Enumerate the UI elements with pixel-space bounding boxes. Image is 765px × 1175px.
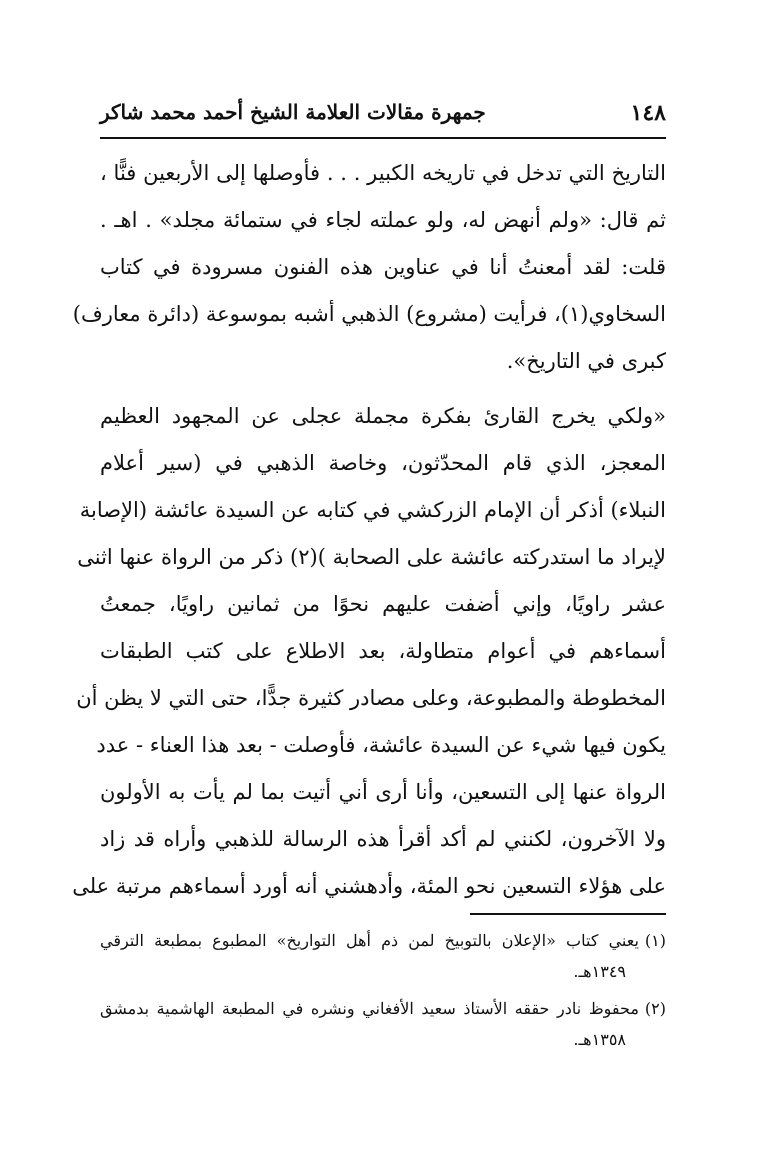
text-line: ثم قال: «ولم أنهض له، ولو عملته لجاء في ستمائة مجلد» . اهـ . bbox=[100, 208, 666, 232]
text-line: المخطوطة والمطبوعة، وعلى مصادر كثيرة جدًّا، حتى التي لا يظن أن bbox=[76, 686, 666, 710]
text-line: السخاوي(١)، فرأيت (مشروع) الذهبي أشبه بموسوعة (دائرة معارف) bbox=[72, 302, 666, 326]
footnote-2 bbox=[100, 993, 666, 1055]
text-line: لإيراد ما استدركته عائشة على الصحابة )(٢) ذكر من الرواة عنها اثنى bbox=[77, 545, 666, 569]
footnote-line bbox=[100, 993, 666, 1024]
header-divider bbox=[100, 137, 666, 139]
main-text bbox=[72, 150, 666, 910]
footnote-text: يعني كتاب «الإعلان بالتوبيخ لمن ذم أهل التواريخ» المطبوع بمطبعة الترقي bbox=[100, 931, 639, 950]
footnote-line: ١٣٥٨هـ. bbox=[573, 1030, 626, 1049]
footnotes bbox=[100, 925, 666, 1061]
text-line: التاريخ التي تدخل في تاريخه الكبير . . . فأوصلها إلى الأربعين فنًّا ، bbox=[100, 161, 666, 185]
text-line: قلت: لقد أمعنتُ أنا في عناوين هذه الفنون مسرودة في كتاب bbox=[100, 255, 666, 279]
footnote-1 bbox=[100, 925, 666, 987]
footnote-text: محفوظ نادر حققه الأستاذ سعيد الأفغاني ونشره في المطبعة الهاشمية بدمشق bbox=[100, 999, 639, 1018]
footnote-divider bbox=[470, 913, 666, 915]
paragraph-2 bbox=[72, 393, 666, 910]
paragraph-1 bbox=[72, 150, 666, 385]
text-line: النبلاء) أذكر أن الإمام الزركشي في كتابه عن السيدة عائشة (الإصابة bbox=[79, 498, 666, 522]
page-number: ١٤٨ bbox=[630, 100, 666, 126]
running-title: جمهرة مقالات العلامة الشيخ أحمد محمد شاكر bbox=[100, 100, 486, 124]
text-line: الرواة عنها إلى التسعين، وأنا أرى أني أتيت بما لم يأت به الأولون bbox=[100, 780, 666, 804]
footnote-mark: (١) bbox=[644, 931, 666, 950]
page-header bbox=[100, 96, 666, 132]
footnote-mark: (٢) bbox=[644, 999, 666, 1018]
footnote-line: ١٣٤٩هـ. bbox=[573, 962, 626, 981]
text-line: على هؤلاء التسعين نحو المئة، وأدهشني أنه أورد أسماءهم مرتبة على bbox=[72, 874, 666, 898]
footnote-line bbox=[100, 925, 666, 956]
text-line: يكون فيها شيء عن السيدة عائشة، فأوصلت - بعد هذا العناء - عدد bbox=[96, 733, 666, 757]
text-line: «ولكي يخرج القارئ بفكرة مجملة عجلى عن المجهود العظيم bbox=[100, 404, 666, 428]
text-line: كبرى في التاريخ». bbox=[506, 349, 666, 373]
text-line: أسماءهم في أعوام متطاولة، بعد الاطلاع على كتب الطبقات bbox=[100, 639, 666, 663]
text-line: عشر راويًا، وإني أضفت عليهم نحوًا من ثمانين راويًا، جمعتُ bbox=[100, 592, 666, 616]
paragraph-spacer bbox=[100, 385, 666, 393]
text-line: المعجز، الذي قام المحدّثون، وخاصة الذهبي في (سير أعلام bbox=[100, 451, 666, 475]
text-line: ولا الآخرون، لكنني لم أكد أقرأ هذه الرسالة للذهبي وأراه قد زاد bbox=[100, 827, 666, 851]
